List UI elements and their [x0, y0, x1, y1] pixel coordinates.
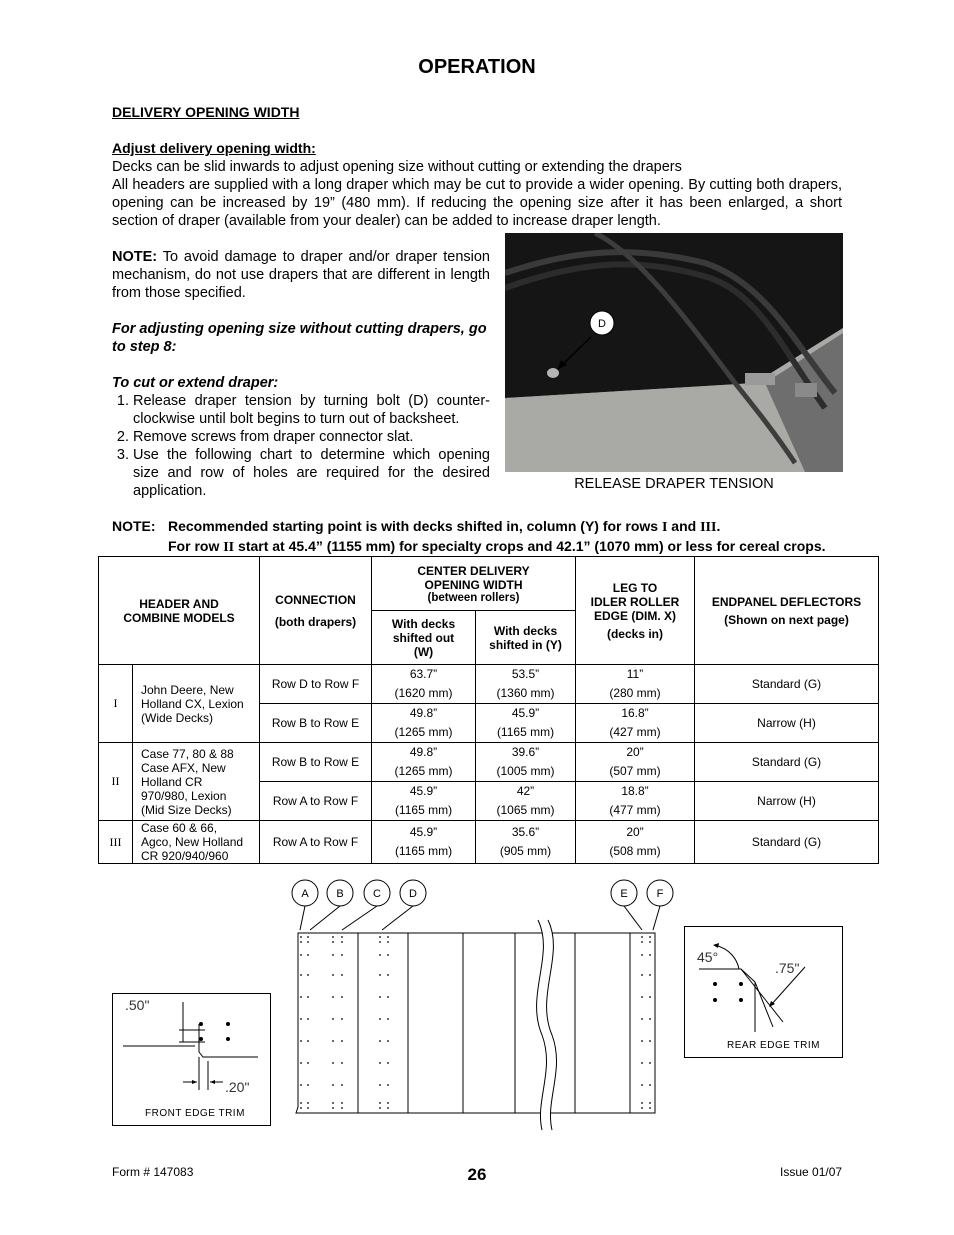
connection-cell: Row B to Row E — [260, 704, 372, 743]
x-cell: 20” (507 mm) — [576, 743, 695, 782]
deflector-cell: Narrow (H) — [695, 704, 879, 743]
steps-list — [112, 392, 490, 500]
step-2: 2. Remove screws from draper connector slat. — [133, 428, 490, 446]
callout-a — [292, 880, 318, 906]
svg-text:C: C — [373, 888, 381, 900]
deflector-cell: Standard (G) — [695, 665, 879, 704]
hole-rows — [300, 936, 651, 1109]
x-cell: 11” (280 mm) — [576, 665, 695, 704]
page-number: 26 — [467, 1165, 487, 1184]
w-cell: 49.8” (1265 mm) — [372, 704, 476, 743]
recommendation-note — [112, 517, 872, 557]
rear-edge-trim-label: REAR EDGE TRIM — [727, 1040, 820, 1051]
front-edge-trim-detail — [112, 993, 271, 1126]
header-endpanel: ENDPANEL DEFLECTORS (Shown on next page) — [695, 557, 879, 665]
step-3: 3. Use the following chart to determine which opening size and row of holes are required for the desired application. — [133, 446, 490, 500]
y-cell: 45.9” (1165 mm) — [476, 704, 576, 743]
step-1: 1. Release draper tension by turning bolt (D) counter-clockwise until bolt begins to turn out of backsheet. — [133, 392, 490, 428]
w-cell: 49.8” (1265 mm) — [372, 743, 476, 782]
note2-row-iii: III — [700, 520, 717, 535]
table-row — [99, 743, 879, 782]
rear-angle: 45° — [697, 949, 719, 965]
callout-c — [364, 880, 390, 906]
note2-row-ii: II — [223, 540, 235, 555]
form-number: Form # 147083 — [112, 1165, 194, 1179]
note2-dot: . — [716, 518, 721, 534]
header-connection: CONNECTION (both drapers) — [260, 557, 372, 665]
callout-b — [327, 880, 353, 906]
models-group-iii: Case 60 & 66, Agco, New Holland CR 920/940/960 — [133, 821, 260, 864]
models-group-i: John Deere, New Holland CX, Lexion (Wide Decks) — [133, 665, 260, 743]
models-group-ii: Case 77, 80 & 88 Case AFX, New Holland CR 970/980, Lexion (Mid Size Decks) — [133, 743, 260, 821]
y-cell: 39.6” (1005 mm) — [476, 743, 576, 782]
table-row — [99, 821, 879, 864]
photo-callout-d: D — [598, 318, 606, 330]
note2-row-i: I — [661, 520, 668, 535]
left-column — [112, 248, 490, 500]
rear-edge-trim-detail — [684, 926, 843, 1058]
header-leg-dim: LEG TO IDLER ROLLER EDGE (DIM. X) (decks in) — [576, 557, 695, 665]
note-text: To avoid damage to draper and/or draper tension mechanism, do not use drapers that are different in length from those specified. — [112, 249, 490, 301]
y-cell: 42” (1065 mm) — [476, 782, 576, 821]
x-cell: 20” (508 mm) — [576, 821, 695, 864]
row-group-ii: II — [99, 743, 133, 821]
callout-d — [400, 880, 426, 906]
draper-tension-photo — [505, 233, 843, 472]
note2-label: NOTE: — [112, 518, 156, 534]
callout-f — [647, 880, 673, 906]
note-paragraph — [112, 248, 490, 302]
intro-paragraph-1: Decks can be slid inwards to adjust opening size without cutting or extending the drapers — [112, 159, 682, 175]
note2-line2a: For row — [168, 538, 224, 554]
cut-heading: To cut or extend draper: — [112, 375, 279, 391]
connection-cell: Row D to Row F — [260, 665, 372, 704]
y-cell: 35.6” (905 mm) — [476, 821, 576, 864]
callout-e — [611, 880, 637, 906]
rear-dim-75: .75" — [775, 960, 800, 976]
connection-cell: Row A to Row F — [260, 821, 372, 864]
w-cell: 45.9” (1165 mm) — [372, 782, 476, 821]
intro-text — [112, 158, 842, 230]
note2-and: and — [667, 518, 701, 534]
adjust-note: For adjusting opening size without cutting drapers, go to step 8: — [112, 321, 487, 355]
note2-line1: Recommended starting point is with decks shifted in, column (Y) for rows — [168, 518, 662, 534]
header-center-width: CENTER DELIVERY OPENING WIDTH (between rollers) — [372, 557, 576, 611]
row-group-iii: III — [99, 821, 133, 864]
connection-cell: Row A to Row F — [260, 782, 372, 821]
svg-text:F: F — [656, 888, 664, 900]
header-models: HEADER AND COMBINE MODELS — [99, 557, 260, 665]
header-shifted-out: With decks shifted out (W) — [372, 611, 476, 665]
w-cell: 63.7” (1620 mm) — [372, 665, 476, 704]
front-dim-20: .20" — [225, 1079, 250, 1095]
front-edge-trim-label: FRONT EDGE TRIM — [145, 1108, 245, 1119]
svg-text:E: E — [620, 888, 628, 900]
page-title: OPERATION — [418, 56, 536, 78]
subheading: Adjust delivery opening width: — [112, 140, 316, 156]
note-label: NOTE: — [112, 249, 158, 265]
svg-text:D: D — [409, 888, 417, 900]
section-heading: DELIVERY OPENING WIDTH — [112, 104, 300, 120]
y-cell: 53.5” (1360 mm) — [476, 665, 576, 704]
opening-width-table — [98, 556, 879, 864]
note2-line2b: start at 45.4” (1155 mm) for specialty crops and 42.1” (1070 mm) or less for cereal crops. — [234, 538, 826, 554]
row-group-i: I — [99, 665, 133, 743]
draper-outline — [296, 933, 655, 1113]
svg-text:A: A — [301, 888, 309, 900]
issue-date: Issue 01/07 — [780, 1165, 843, 1179]
connection-cell: Row B to Row E — [260, 743, 372, 782]
break-mark — [537, 920, 557, 1130]
x-cell: 18.8” (477 mm) — [576, 782, 695, 821]
deflector-cell: Standard (G) — [695, 743, 879, 782]
front-dim-50: .50" — [125, 997, 150, 1013]
photo-illustration — [505, 233, 843, 472]
w-cell: 45.9” (1165 mm) — [372, 821, 476, 864]
table-row — [99, 665, 879, 704]
photo-caption: RELEASE DRAPER TENSION — [574, 476, 774, 492]
svg-text:B: B — [336, 888, 344, 900]
deflector-cell: Standard (G) — [695, 821, 879, 864]
x-cell: 16.8” (427 mm) — [576, 704, 695, 743]
intro-paragraph-2: All headers are supplied with a long draper which may be cut to provide a wider opening. By cutting both drapers, opening can be increased by 19” (480 mm). If reducing the opening size after it has been enlarged, a short section of draper (available from your dealer) can be added to increase draper length. — [112, 177, 842, 229]
header-shifted-in: With decks shifted in (Y) — [476, 611, 576, 665]
deflector-cell: Narrow (H) — [695, 782, 879, 821]
draper-diagram — [270, 875, 690, 1135]
